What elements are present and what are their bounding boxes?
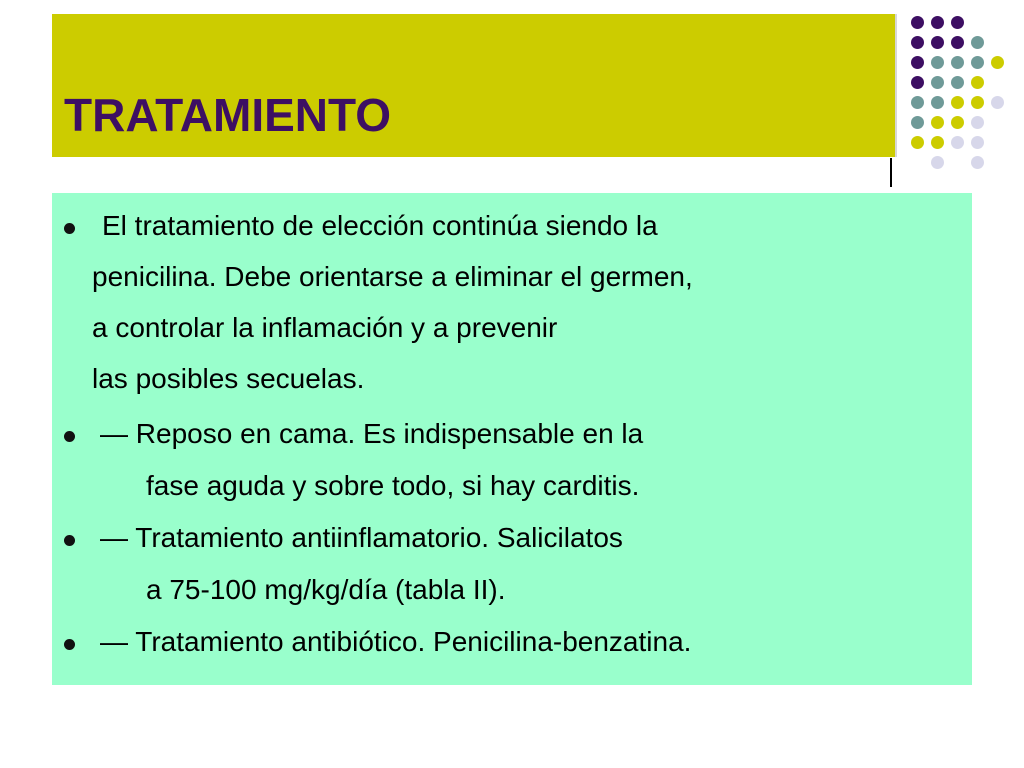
decorative-dot-lavender [931, 156, 944, 169]
decorative-dot-lavender [991, 96, 1004, 109]
decorative-dot-purple [931, 16, 944, 29]
decorative-dot-lavender [971, 136, 984, 149]
bullet-marker [64, 535, 75, 546]
decorative-dot-teal [951, 76, 964, 89]
bullet-1-line-3: a controlar la inflamación y a prevenir [92, 312, 558, 343]
decorative-dot-teal [911, 116, 924, 129]
decorative-dot-olive [911, 136, 924, 149]
decorative-dot-olive [971, 96, 984, 109]
bullet-1-line-1: El tratamiento de elección continúa siendo la [102, 210, 658, 241]
decorative-dot-olive [951, 96, 964, 109]
decorative-dot-olive [931, 136, 944, 149]
decorative-dot-lavender [971, 116, 984, 129]
bullet-marker [64, 223, 75, 234]
decorative-dot-purple [951, 16, 964, 29]
content-box [52, 193, 972, 685]
title-bar [52, 14, 895, 157]
decorative-dot-olive [971, 76, 984, 89]
title-bar-shadow [895, 14, 897, 157]
decorative-dot-olive [931, 116, 944, 129]
decorative-dot-purple [951, 36, 964, 49]
decorative-dot-purple [911, 56, 924, 69]
decorative-dot-teal [931, 76, 944, 89]
bullet-marker [64, 639, 75, 650]
decorative-dot-teal [971, 36, 984, 49]
bullet-2-line-1: — Reposo en cama. Es indispensable en la [100, 418, 644, 449]
decorative-dot-purple [911, 76, 924, 89]
decorative-dot-purple [911, 16, 924, 29]
decorative-dot-teal [971, 56, 984, 69]
decorative-dot-olive [991, 56, 1004, 69]
title-divider-line [890, 158, 892, 187]
decorative-dot-purple [911, 36, 924, 49]
slide-title: TRATAMIENTO [64, 89, 392, 141]
decorative-dot-olive [951, 116, 964, 129]
bullet-3-line-1: — Tratamiento antiinflamatorio. Salicilatos [100, 522, 623, 553]
bullet-1-line-2: penicilina. Debe orientarse a eliminar el germen, [92, 261, 693, 292]
decorative-dot-lavender [951, 136, 964, 149]
decorative-dot-teal [931, 56, 944, 69]
bullet-3-line-2: a 75-100 mg/kg/día (tabla II). [146, 574, 506, 605]
decorative-dot-purple [931, 36, 944, 49]
bullet-2-line-2: fase aguda y sobre todo, si hay carditis. [146, 470, 640, 501]
decorative-dot-teal [931, 96, 944, 109]
decorative-dot-teal [951, 56, 964, 69]
bullet-1-line-4: las posibles secuelas. [92, 363, 365, 394]
bullet-marker [64, 431, 75, 442]
decorative-dot-teal [911, 96, 924, 109]
decorative-dot-lavender [971, 156, 984, 169]
bullet-4-line-1: — Tratamiento antibiótico. Penicilina-benzatina. [100, 626, 692, 657]
